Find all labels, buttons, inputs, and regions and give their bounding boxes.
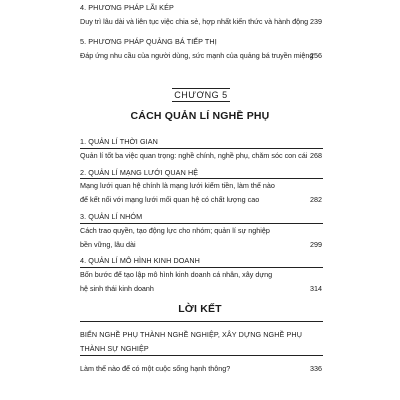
epilogue-description: Làm thế nào để có một cuộc sống hạnh thông?	[80, 364, 231, 373]
page-number: 314	[310, 284, 322, 293]
epilogue-entry-title: THÀNH SỰ NGHIỆP	[80, 344, 149, 353]
chapter-title: CÁCH QUẢN LÍ NGHỀ PHỤ	[130, 110, 270, 122]
epilogue-divider	[80, 321, 323, 322]
entry-title: 3. QUẢN LÍ NHÓM	[80, 212, 143, 221]
page-number: 299	[310, 240, 322, 249]
page-number: 336	[310, 364, 322, 373]
entry-description: Mạng lưới quan hệ chính là mạng lưới kiểm tiền, làm thế nào	[80, 181, 275, 190]
entry-title: 4. QUẢN LÍ MÔ HÌNH KINH DOANH	[80, 256, 200, 265]
entry-divider	[80, 178, 323, 179]
epilogue-entry-title: BIẾN NGHỀ PHỤ THÀNH NGHỀ NGHIỆP, XÂY DỰNG NGHỀ PHỤ	[80, 330, 303, 339]
page-number: 256	[310, 51, 322, 60]
section-title: 5. PHƯƠNG PHÁP QUẢNG BÁ TIẾP THỊ	[80, 37, 217, 46]
epilogue-entry-divider	[80, 355, 323, 356]
entry-description: để kết nối với mạng lưới mối quan hệ có chất lượng cao	[80, 195, 260, 204]
entry-title: 1. QUẢN LÍ THỜI GIAN	[80, 137, 158, 146]
entry-description: Quản lí tốt ba việc quan trọng: nghề chính, nghề phụ, chăm sóc con cái	[80, 151, 308, 160]
section-description: Duy trì lâu dài và liên tục việc chia sẻ, hợp nhất kiến thức và hành động	[80, 17, 309, 26]
entry-divider	[80, 223, 323, 224]
entry-description: Cách trao quyền, tạo động lực cho nhóm; quản lí sự nghiệp	[80, 226, 270, 235]
entry-divider	[80, 267, 323, 268]
entry-description: hệ sinh thái kinh doanh	[80, 284, 154, 293]
entry-title: 2. QUẢN LÍ MẠNG LƯỚI QUAN HỆ	[80, 168, 199, 177]
epilogue-title: LỜI KẾT	[178, 303, 222, 315]
section-title: 4. PHƯƠNG PHÁP LÃI KÉP	[80, 3, 174, 12]
entry-divider	[80, 148, 323, 149]
page-number: 282	[310, 195, 322, 204]
page-number: 239	[310, 17, 322, 26]
entry-description: Bốn bước để tạo lập mô hình kinh doanh cá nhân, xây dựng	[80, 270, 273, 279]
section-description: Đáp ứng nhu cầu của người dùng, sức mạnh của quảng bá truyền miệng	[80, 51, 314, 60]
page-number: 268	[310, 151, 322, 160]
entry-description: bền vững, lâu dài	[80, 240, 136, 249]
chapter-label: CHƯƠNG 5	[172, 88, 230, 102]
